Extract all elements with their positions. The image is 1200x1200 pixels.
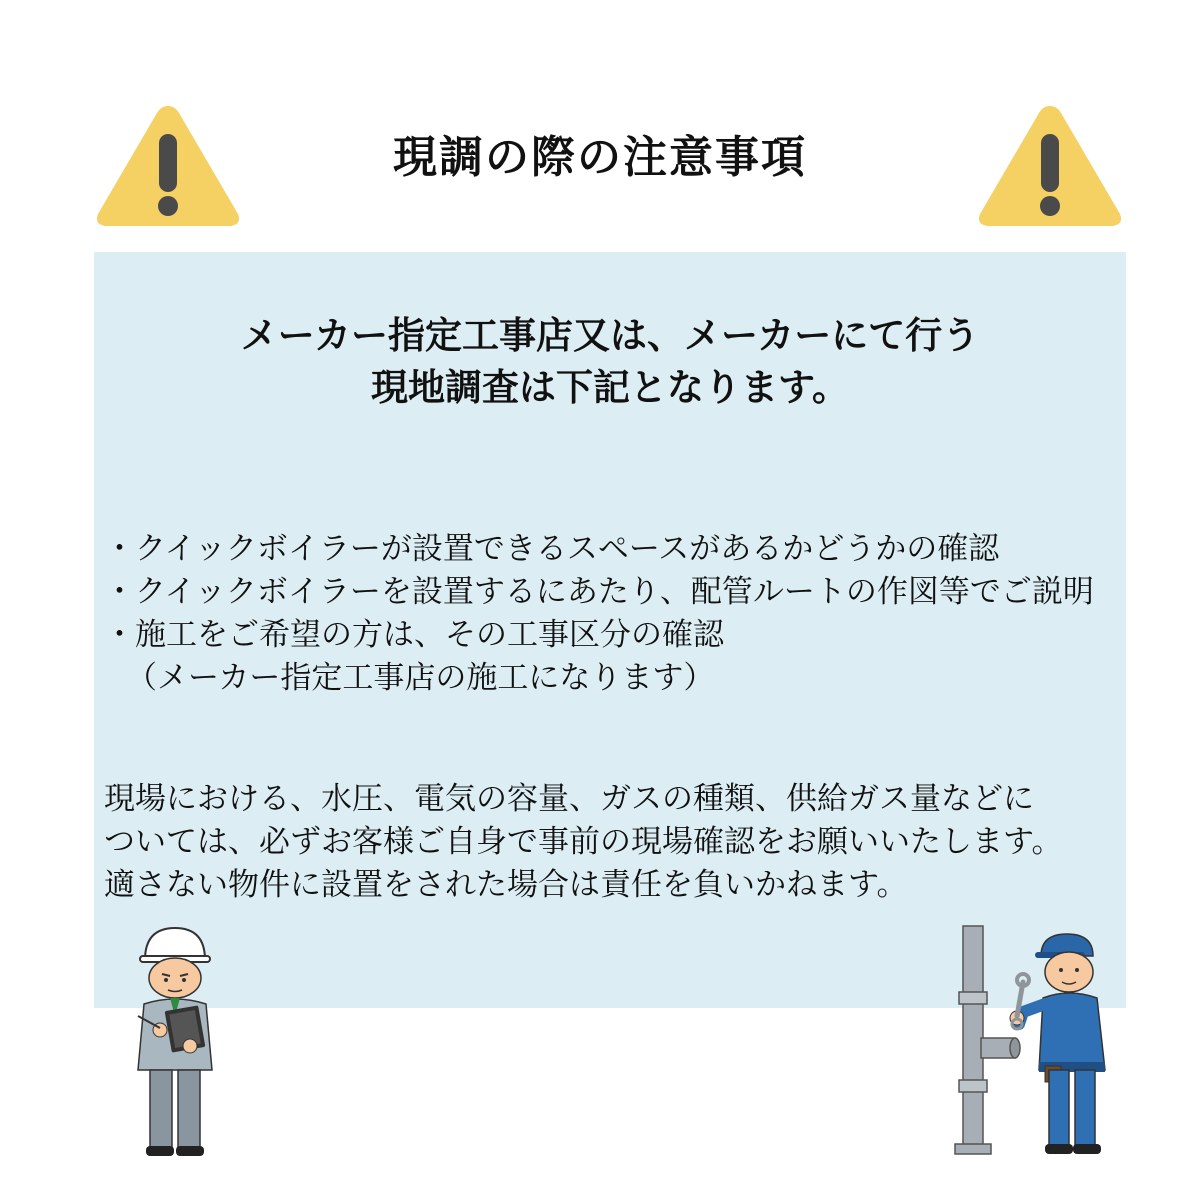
- intro-line: 現地調査は下記となります。: [370, 366, 850, 409]
- list-item: ・施工をご希望の方は、その工事区分の確認: [104, 617, 724, 653]
- notice-line: 適さない物件に設置をされた場合は責任を負いかねます。: [104, 867, 908, 903]
- list-item: ・クイックボイラーが設置できるスペースがあるかどうかの確認: [104, 531, 1000, 567]
- plumber-worker-illustration: [945, 920, 1120, 1160]
- intro-heading: [94, 310, 1126, 414]
- survey-item-list: [104, 528, 1114, 700]
- intro-line: メーカー指定工事店又は、メーカーにて行う: [240, 314, 980, 357]
- notice-line: ついては、必ずお客様ご自身で事前の現場確認をお願いいたします。: [104, 824, 1063, 860]
- inspector-worker-illustration: [120, 920, 230, 1160]
- list-item-note: （メーカー指定工事店の施工になります）: [126, 660, 715, 696]
- list-item: ・クイックボイラーを設置するにあたり、配管ルートの作図等でご説明: [104, 574, 1094, 610]
- notice-paragraph: [104, 778, 1116, 907]
- notice-line: 現場における、水圧、電気の容量、ガスの種類、供給ガス量などに: [104, 781, 1034, 817]
- page-title: 現調の際の注意事項: [393, 132, 807, 183]
